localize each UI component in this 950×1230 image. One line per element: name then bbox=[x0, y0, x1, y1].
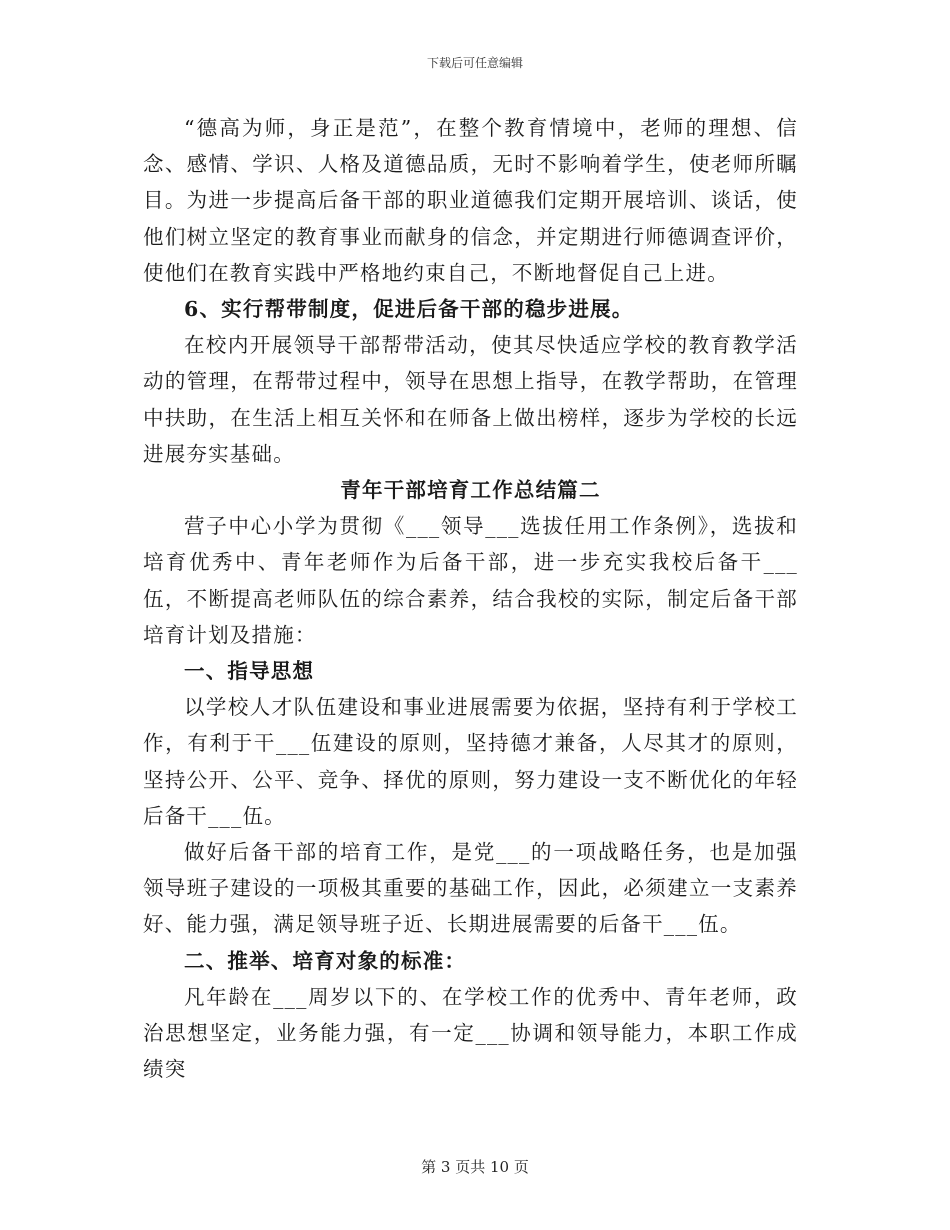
section-heading-mentoring: 6、实行帮带制度，促进后备干部的稳步进展。 bbox=[184, 297, 634, 322]
section-heading-standards: 二、推举、培育对象的标准： bbox=[184, 948, 467, 973]
page-header: 下载后可任意编辑 bbox=[426, 56, 523, 70]
paragraph-mentoring: 在校内开展领导干部帮带活动，使其尽快适应学校的教育教学活动的管理，在帮带过程中，领导在思想上指导，在教学帮助，在管理中扶助，在生活上相互关怀和在师备上做出榜样，逐步为学校的长远进展夯实基础。 bbox=[143, 333, 798, 466]
paragraph-intro: 营子中心小学为贯彻《___领导___选拔任用工作条例》，选拔和培育优秀中、青年老师作为后备干部，进一步充实我校后备干___伍，不断提高老师队伍的综合素养，结合我校的实际，制定后备干部培育计划及措施： bbox=[143, 514, 798, 647]
paragraph-teacher-ethics: “德高为师，身正是范”，在整个教育情境中，老师的理想、信念、感情、学识、人格及道德品质，无时不影响着学生，使老师所瞩目。为进一步提高后备干部的职业道德我们定期开展培训、谈话，使他们树立坚定的教育事业而献身的信念，并定期进行师德调查评价，使他们在教育实践中严格地约束自己，不断地督促自己上进。 bbox=[143, 116, 798, 285]
paragraph-importance: 做好后备干部的培育工作，是党___的一项战略任务，也是加强领导班子建设的一项极其重要的基础工作，因此，必须建立一支素养好、能力强，满足领导班子近、长期进展需要的后备干___伍。 bbox=[143, 840, 798, 937]
document-body bbox=[143, 110, 798, 1087]
page-number: 第 3 页共 10 页 bbox=[421, 1158, 529, 1176]
paragraph-standards: 凡年龄在___周岁以下的、在学校工作的优秀中、青年老师，政治思想坚定，业务能力强，有一定___协调和领导能力，本职工作成绩突 bbox=[143, 984, 798, 1082]
article-title-part-two: 青年干部培育工作总结篇二 bbox=[340, 478, 601, 503]
section-heading-guiding-ideology: 一、指导思想 bbox=[184, 659, 315, 684]
paragraph-guiding-ideology: 以学校人才队伍建设和事业进展需要为依据，坚持有利于学校工作，有利于干___伍建设的原则，坚持德才兼备，人尽其才的原则，坚持公开、公平、竞争、择优的原则，努力建设一支不断优化的年轻后备干___伍。 bbox=[143, 695, 798, 828]
